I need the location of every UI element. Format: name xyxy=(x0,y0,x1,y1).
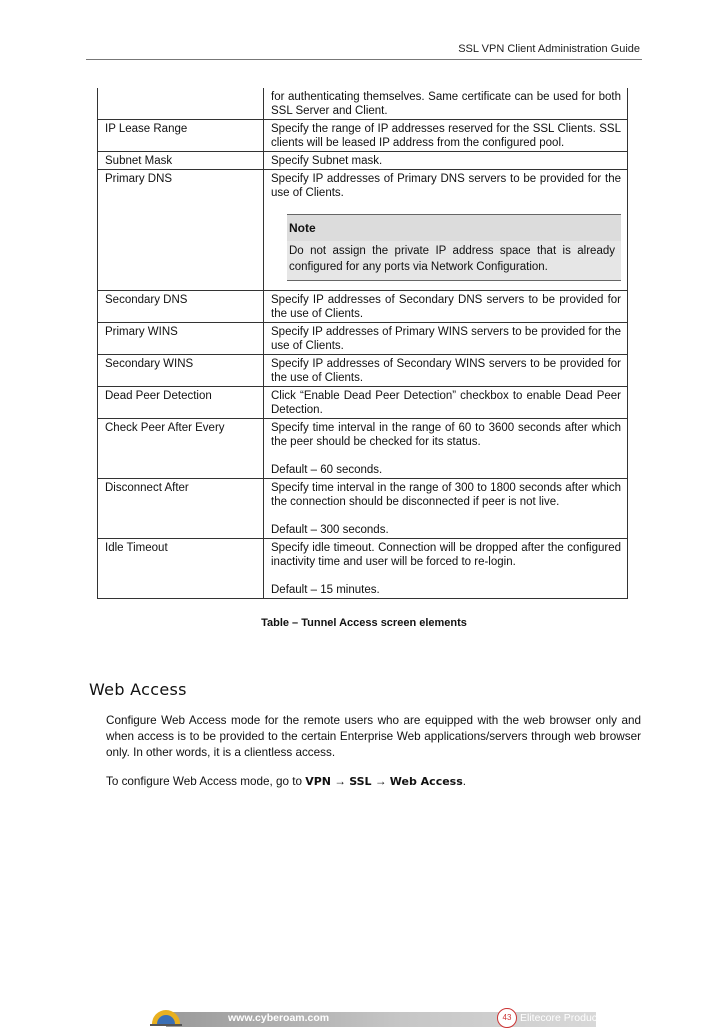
table-desc: Specify IP addresses of Primary WINS servers to be provided for the use of Clients. xyxy=(264,323,628,355)
table-row xyxy=(98,479,628,539)
table-desc xyxy=(264,419,628,479)
table-row xyxy=(98,291,628,323)
nav-step-web-access: Web Access xyxy=(389,775,463,788)
table-desc: Specify Subnet mask. xyxy=(264,152,628,170)
table-term: IP Lease Range xyxy=(98,120,264,152)
arrow-icon: → xyxy=(334,775,346,788)
table-row xyxy=(98,152,628,170)
note-box xyxy=(287,214,621,281)
table-caption: Table – Tunnel Access screen elements xyxy=(261,617,467,629)
table-term: Disconnect After xyxy=(98,479,264,539)
table-desc: Specify IP addresses of Secondary WINS servers to be provided for the use of Clients. xyxy=(264,355,628,387)
table-desc-text: Specify IP addresses of Primary DNS servers to be provided for the use of Clients. xyxy=(271,173,621,199)
table-desc: Click “Enable Dead Peer Detection” checkbox to enable Dead Peer Detection. xyxy=(264,387,628,419)
default-value: Default – 60 seconds. xyxy=(271,464,383,476)
table-term: Primary WINS xyxy=(98,323,264,355)
section-paragraph: Configure Web Access mode for the remote users who are equipped with the web browser only and when access is to be provided to the certain Enterprise Web applications/servers through web browser only. In other words, it is a clientless access. xyxy=(106,714,641,759)
table-term: Idle Timeout xyxy=(98,539,264,599)
table-row xyxy=(98,387,628,419)
table-row xyxy=(98,120,628,152)
table-term: Primary DNS xyxy=(98,170,264,291)
table-desc xyxy=(264,479,628,539)
table-desc-text: Specify time interval in the range of 300 to 1800 seconds after which the connection should be disconnected if peer is not live. xyxy=(271,482,621,508)
table-row xyxy=(98,323,628,355)
header-divider xyxy=(86,59,642,60)
page-number-badge: 43 xyxy=(497,1008,517,1028)
table-term: Check Peer After Every xyxy=(98,419,264,479)
footer-url: www.cyberoam.com xyxy=(228,1012,330,1024)
table-desc xyxy=(264,170,628,291)
navigation-instruction xyxy=(106,774,641,790)
header-title: SSL VPN Client Administration Guide xyxy=(458,43,640,55)
note-title: Note xyxy=(287,215,621,241)
section-heading: Web Access xyxy=(89,680,187,699)
table-row xyxy=(98,170,628,291)
nav-end: . xyxy=(462,775,467,788)
table-row xyxy=(98,539,628,599)
table-row xyxy=(98,355,628,387)
default-value: Default – 300 seconds. xyxy=(271,524,389,536)
page-footer xyxy=(118,1010,658,1028)
table-term: Secondary WINS xyxy=(98,355,264,387)
nav-step-vpn: VPN xyxy=(305,775,332,788)
table-desc-text: Specify idle timeout. Connection will be dropped after the configured inactivity time and user will be forced to re-login. xyxy=(271,542,621,568)
cyberoam-logo-icon xyxy=(148,1004,184,1028)
arrow-icon: → xyxy=(374,775,387,788)
table-row xyxy=(98,419,628,479)
table-term: Dead Peer Detection xyxy=(98,387,264,419)
note-body: Do not assign the private IP address space that is already configured for any ports via Network Configuration. xyxy=(287,241,621,280)
default-value: Default – 15 minutes. xyxy=(271,584,380,596)
table-desc-text: Specify time interval in the range of 60 to 3600 seconds after which the peer should be checked for its status. xyxy=(271,422,621,448)
footer-product: Elitecore Product xyxy=(520,1012,600,1024)
table-term: Secondary DNS xyxy=(98,291,264,323)
table-desc: Specify IP addresses of Secondary DNS servers to be provided for the use of Clients. xyxy=(264,291,628,323)
table-desc xyxy=(264,539,628,599)
table-desc: Specify the range of IP addresses reserved for the SSL Clients. SSL clients will be leased IP address from the configured pool. xyxy=(264,120,628,152)
tunnel-access-table xyxy=(97,88,628,599)
table-desc: for authenticating themselves. Same certificate can be used for both SSL Server and Client. xyxy=(264,88,628,120)
table-term xyxy=(98,88,264,120)
nav-step-ssl: SSL xyxy=(349,775,372,788)
table-row xyxy=(98,88,628,120)
table-term: Subnet Mask xyxy=(98,152,264,170)
nav-intro: To configure Web Access mode, go to xyxy=(106,775,302,788)
